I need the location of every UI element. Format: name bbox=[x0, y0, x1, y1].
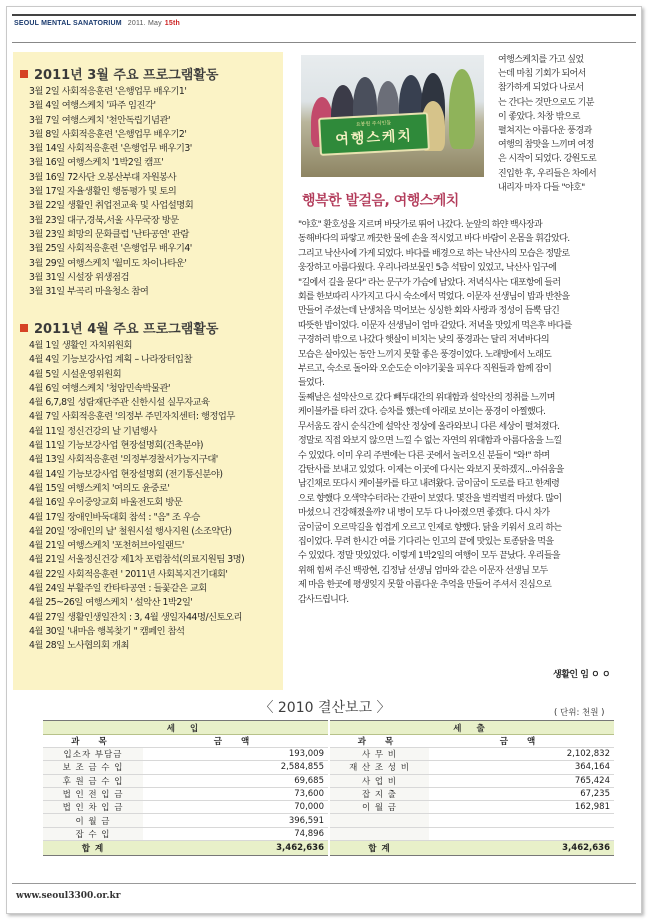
expense-item-label: 사 무 비 bbox=[329, 748, 429, 761]
income-total-label: 합 계 bbox=[43, 841, 143, 856]
program-item: 4월 20일 '장애인의 날' 철원시설 행사지원 (소조약단) bbox=[29, 525, 232, 537]
footer-url: www.seoul3300.or.kr bbox=[16, 891, 121, 901]
income-col-item: 과 목 bbox=[43, 735, 143, 748]
program-item: 4월 7일 사회적응훈련 '의정부 주민자치센터: 행정업무 bbox=[29, 411, 235, 423]
expense-item-amount: 162,981 bbox=[429, 801, 614, 814]
program-item: 4월 25~26일 여행스케치 ' 설악산 1박2일' bbox=[29, 597, 193, 609]
article-body-line: 부르고, 숙소로 돌아와 오순도순 이야기꽃을 피우다 직원들과 함께 잠이 bbox=[298, 364, 552, 375]
article-body-line: 웅장하고 아름다웠다. 우리나라보물인 5층 석탑이 있었고, 낙산사 입구에 bbox=[298, 263, 557, 274]
program-item: 4월 30일 '내마음 행복찾기 " 캠페인 참석 bbox=[29, 625, 185, 637]
program-item: 4월 6일 여행스케치 '청암민속박물관' bbox=[29, 382, 171, 394]
program-item: 3월 25일 사회적응훈련 '은행업무 배우기4' bbox=[29, 243, 192, 255]
finance-header-row bbox=[43, 721, 614, 735]
program-item: 4월 6,7,8일 성람재단주관 신한시설 실무자교육 bbox=[29, 397, 210, 409]
article-author: 생활인 임 ㅇ ㅇ bbox=[553, 670, 611, 680]
april-program-list bbox=[29, 339, 244, 654]
expense-col-amount: 금 액 bbox=[429, 735, 614, 748]
expense-total-label: 합 계 bbox=[329, 841, 429, 856]
header-date bbox=[128, 20, 180, 27]
expense-item-label: 사 업 비 bbox=[329, 774, 429, 787]
program-item: 4월 11일 기능보강사업 현장설명회(건축분야) bbox=[29, 440, 204, 452]
income-item-amount: 73,600 bbox=[143, 787, 329, 800]
income-item-label: 이 월 금 bbox=[43, 814, 143, 827]
income-item-label: 법 인 차 입 금 bbox=[43, 801, 143, 814]
header-issue: 15th bbox=[164, 20, 180, 27]
article-body-line: 위해 힘써 주신 백광현, 김정남 선생님 엄마와 같은 이문자 선생님 모두 bbox=[298, 565, 548, 576]
article-side-line: 는데 마침 기회가 되어서 bbox=[498, 69, 586, 80]
program-item: 4월 22일 사회적응훈련 ' 2011년 사회복지건기대회' bbox=[29, 568, 228, 580]
finance-table bbox=[43, 720, 614, 856]
article-body-line: 들었다. bbox=[298, 378, 325, 389]
article-body-line: 굽이굽이 오르막길을 힘겹게 오르고 인제로 향했다. 닭을 키워서 요리 하는 bbox=[298, 522, 562, 533]
article-side-line: 진입한 후, 우리들은 차에서 bbox=[498, 168, 597, 179]
header-org-name: SEOUL MENTAL SANATORIUM bbox=[14, 20, 122, 27]
program-item: 4월 27일 생활인생일잔치 : 3, 4월 생일자44명/신토오리 bbox=[29, 611, 243, 623]
bullet-square-icon bbox=[20, 324, 28, 332]
income-item-amount: 193,009 bbox=[143, 748, 329, 761]
person-figure bbox=[449, 69, 475, 149]
article-body-line: 감사드립니다. bbox=[298, 594, 349, 605]
income-item-label: 보 조 금 수 입 bbox=[43, 761, 143, 774]
program-item: 4월 28일 노사협의회 개최 bbox=[29, 640, 129, 652]
header-rule bbox=[12, 42, 636, 43]
article-body-line: 둘째날은 설악산으로 갔다 빼두대간의 위대함과 설악산의 정취를 느끼며 bbox=[298, 392, 555, 403]
finance-row bbox=[43, 774, 614, 787]
program-item: 3월 4일 여행스케치 '파주 임진각' bbox=[29, 100, 156, 112]
finance-body bbox=[43, 748, 614, 841]
article-body-line: "야호" 환호성을 지르며 바닷가로 뛰어 나갔다. 눈앞의 하얀 백사장과 bbox=[298, 220, 543, 230]
march-title-text: 2011년 3월 주요 프로그램활동 bbox=[34, 68, 219, 83]
income-item-label: 입소자 부담금 bbox=[43, 748, 143, 761]
program-item: 4월 13일 사회적응훈련 '의정부경찰서가능지구대' bbox=[29, 454, 218, 466]
finance-title: 〈 2010 결산보고 〉 bbox=[259, 700, 391, 716]
finance-row bbox=[43, 761, 614, 774]
finance-subheader-row bbox=[43, 735, 614, 748]
article-side-line: 여행의 참맛을 느끼며 여정 bbox=[498, 140, 594, 151]
income-item-amount: 69,685 bbox=[143, 774, 329, 787]
article-body-line: 으로 향했다 오색약수터라는 간판이 보였다. 몇잔을 벌컥벌컥 마셨다. 많이 bbox=[298, 493, 562, 504]
article-body-line: 집이었다. 무려 한시간 여를 기다리는 인고의 끝에 맛있는 토종닭을 먹을 bbox=[298, 536, 554, 547]
article-body bbox=[298, 218, 636, 607]
income-item-amount: 74,896 bbox=[143, 827, 329, 840]
program-item: 3월 16일 72사단 오봉산부대 자원봉사 bbox=[29, 171, 177, 183]
program-item: 3월 31일 시설장 위생점검 bbox=[29, 271, 129, 283]
expense-item-label: 재 산 조 성 비 bbox=[329, 761, 429, 774]
program-item: 4월 15일 여행스케치 '여의도 윤중로' bbox=[29, 482, 170, 494]
article-side-text bbox=[498, 53, 636, 195]
finance-row bbox=[43, 787, 614, 800]
expense-total-amount: 3,462,636 bbox=[429, 841, 614, 856]
income-item-amount: 396,591 bbox=[143, 814, 329, 827]
program-item: 3월 7일 여행스케치 '천안독립기념관' bbox=[29, 114, 171, 126]
program-item: 4월 16일 우이중앙교회 바울전도회 방문 bbox=[29, 497, 183, 509]
program-item: 3월 22일 생활인 취업전교육 및 사업설명회 bbox=[29, 200, 194, 212]
program-item: 4월 14일 기능보강사업 현장설명회 (전기통신분야) bbox=[29, 468, 223, 480]
article-body-line: 무서움도 잠시 순식간에 설악산 정상에 올라와보니 다른 세상이 펼쳐졌다. bbox=[298, 421, 560, 432]
article-side-line: 참가하게 되었다 나로서 bbox=[498, 83, 584, 94]
banner-subtext: 요봉원 주식인들 bbox=[355, 120, 392, 128]
expense-item-amount: 2,102,832 bbox=[429, 748, 614, 761]
article-body-line: 마셨으니 건강해졌을까? 내 병이 모두 다 나아졌으면 좋겠다. 다시 차가 bbox=[298, 508, 550, 519]
income-item-label: 법 인 전 입 금 bbox=[43, 787, 143, 800]
article-body-line: 회를 한보따리 사가지고 다시 숙소에서 먹었다. 이문자 선생님이 밥과 반찬을 bbox=[298, 292, 570, 303]
expense-item-amount: 67,235 bbox=[429, 787, 614, 800]
article-body-line: 그리고 낙산사에 가게 되었다. 바다를 배경으로 하는 낙산사의 모습은 정말로 bbox=[298, 248, 570, 259]
program-item: 3월 31일 부곡리 마을청소 참여 bbox=[29, 286, 149, 298]
finance-unit: ( 단위: 천원 ) bbox=[554, 708, 605, 718]
article-body-line: 감탄사를 보내고 있었다. 이제는 이곳에 다시는 와보지 못하겠지...아쉬움을 bbox=[298, 464, 564, 475]
finance-row bbox=[43, 748, 614, 761]
program-item: 4월 21일 서울정신건강 제1차 포럼참석(의료지원팀 3명) bbox=[29, 554, 245, 566]
article-body-line: 수 있었다. 이미 우리 주변에는 다른 곳에서 놀러오신 분들이 "와!" 하며 bbox=[298, 450, 550, 461]
bullet-square-icon bbox=[20, 70, 28, 78]
finance-row bbox=[43, 827, 614, 840]
expense-item-label bbox=[329, 814, 429, 827]
income-item-label: 잡 수 입 bbox=[43, 827, 143, 840]
page-header bbox=[12, 14, 636, 44]
article-side-line: 는 간다는 것만으로도 기분 bbox=[498, 97, 594, 108]
expense-col-item: 과 목 bbox=[329, 735, 429, 748]
article-body-line: 만들어 주셨는데 난생처음 먹어보는 싱싱한 회와 사랑과 정성이 듬뿍 담긴 bbox=[298, 306, 560, 317]
program-item: 4월 1일 생활인 자치위원회 bbox=[29, 340, 133, 351]
march-title bbox=[20, 64, 218, 83]
banner-text: 여행스케치 bbox=[335, 127, 414, 149]
income-total-amount: 3,462,636 bbox=[143, 841, 329, 856]
finance-row bbox=[43, 814, 614, 827]
april-title bbox=[20, 318, 218, 337]
article-body-line: 남긴채로 또다시 케이블카를 타고 내려왔다. 굽이굽이 도로를 타고 한계령 bbox=[298, 479, 560, 490]
article-side-line: 펼쳐지는 아름다운 풍경과 bbox=[498, 126, 592, 137]
program-item: 3월 8일 사회적응훈련 '은행업무 배우기2' bbox=[29, 128, 187, 140]
income-col-amount: 금 액 bbox=[143, 735, 329, 748]
expense-item-amount: 364,164 bbox=[429, 761, 614, 774]
finance-total-row bbox=[43, 841, 614, 856]
article-body-line: 구경하러 밖으로 나갔다 햇살이 비치는 낮의 풍경과는 달리 저녁바다의 bbox=[298, 335, 549, 346]
program-item: 4월 5일 시설운영위원회 bbox=[29, 368, 122, 380]
article-body-line: 정말로 직접 와보지 않으면 느낄 수 없는 자연의 위대함과 아름다움을 느낄 bbox=[298, 436, 562, 447]
expense-item-label: 이 월 금 bbox=[329, 801, 429, 814]
program-item: 3월 16일 여행스케치 '1박2일 캠프' bbox=[29, 157, 164, 169]
april-title-text: 2011년 4월 주요 프로그램활동 bbox=[34, 322, 219, 337]
program-item: 3월 2일 사회적응훈련 '은행업무 배우기1' bbox=[29, 86, 187, 97]
expense-item-label: 잡 지 출 bbox=[329, 787, 429, 800]
income-item-label: 후 원 금 수 입 bbox=[43, 774, 143, 787]
expense-header: 세 출 bbox=[329, 721, 614, 735]
program-item: 4월 17일 장애인바둑대회 참석 : "음" 조 우승 bbox=[29, 511, 200, 523]
header-org bbox=[14, 20, 180, 27]
program-item: 3월 23일 대구,경북,서울 사무국장 방문 bbox=[29, 214, 179, 226]
article-side-line: 은 시작이 되었다. 강원도로 bbox=[498, 154, 597, 165]
program-item: 4월 11일 정신건강의 날 기념행사 bbox=[29, 425, 157, 437]
article-body-line: 모습은 살아있는 동안 느끼지 못할 좋은 풍경이었다. 노래방에서 노래도 bbox=[298, 349, 552, 360]
expense-item-amount: 765,424 bbox=[429, 774, 614, 787]
program-item: 4월 4일 기능보강사업 계획 – 나라장터입찰 bbox=[29, 354, 192, 366]
program-item: 3월 29일 여행스케치 '월미도 차이나타운' bbox=[29, 257, 187, 269]
article-body-line: 수 있었다. 정말 맛있었다. 이렇게 1박2일의 여행이 모두 끝났다. 우리들을 bbox=[298, 551, 560, 562]
income-header: 세 입 bbox=[43, 721, 329, 735]
finance-row bbox=[43, 801, 614, 814]
group-photo bbox=[301, 55, 484, 177]
march-program-list bbox=[29, 85, 193, 299]
income-item-amount: 70,000 bbox=[143, 801, 329, 814]
article-body-line: 따뜻한 밥이었다. 이문자 선생님이 엄마 같았다. 저녁을 맛있게 먹은후 바다를 bbox=[298, 320, 572, 331]
header-date-text: 2011. May bbox=[127, 20, 162, 27]
program-item: 3월 23일 희망의 문화클럽 '난타공연' 관람 bbox=[29, 228, 189, 240]
expense-item-amount bbox=[429, 814, 614, 827]
expense-item-amount bbox=[429, 827, 614, 840]
article-body-line: 제 마음 한곳에 평생잊지 못할 아름다운 추억을 만들어 주셔서 진심으로 bbox=[298, 580, 552, 591]
article-title: 행복한 발걸음, 여행스케치 bbox=[302, 193, 459, 209]
income-item-amount: 2,584,855 bbox=[143, 761, 329, 774]
program-item: 4월 24일 부활주일 칸타타공연 : 들꽃같은 교회 bbox=[29, 583, 207, 595]
expense-item-label bbox=[329, 827, 429, 840]
photo-banner bbox=[318, 112, 430, 156]
program-item: 3월 14일 사회적응훈련 '은행업무 배우기3' bbox=[29, 143, 192, 155]
article-side-line: 내리자 마자 다들 "야호" bbox=[498, 182, 585, 193]
footer-rule bbox=[12, 883, 636, 884]
article-body-line: 케이블카를 타러 갔다. 승차를 했는데 아래로 보이는 풍경이 아찔했다. bbox=[298, 407, 546, 418]
article-body-line: "길에서 길을 묻다" 라는 문구가 가슴에 남았다. 저녁식사는 대포항에 들러 bbox=[298, 277, 561, 288]
program-item: 3월 17일 자율생활인 행동평가 및 토의 bbox=[29, 186, 177, 198]
article-body-line: 동해바다의 파랗고 깨끗한 물에 손을 적시었고 바다 바람이 온몸을 휘감았다. bbox=[298, 234, 570, 245]
article-side-line: 이 좋았다. 차창 밖으로 bbox=[498, 111, 580, 122]
article-side-line: 여행스케치를 가고 싶었 bbox=[498, 55, 584, 65]
program-item: 4월 21일 여행스케치 '포천허브아일랜드' bbox=[29, 540, 184, 552]
